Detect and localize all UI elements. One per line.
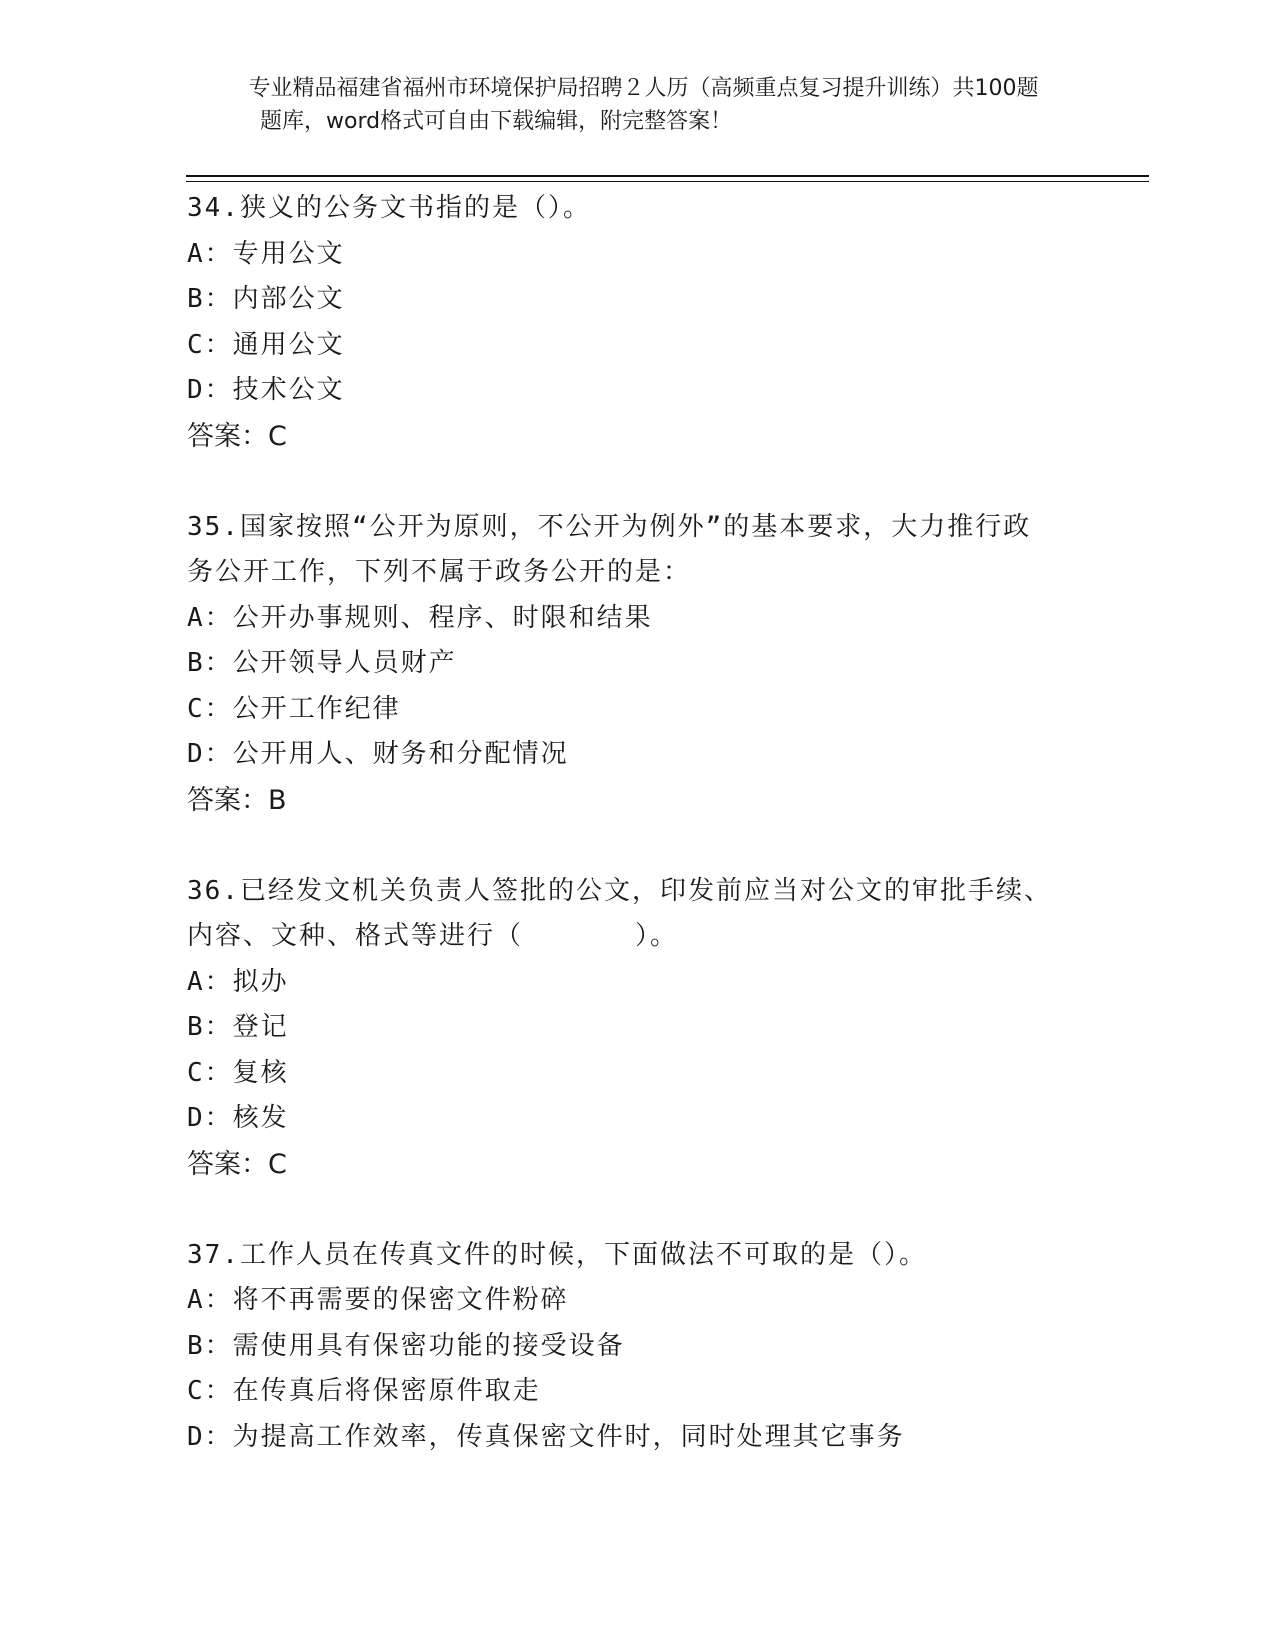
document-header xyxy=(0,72,1275,138)
question-stem-cont: 内容、文种、格式等进行（ ）。 xyxy=(187,921,679,951)
header-title-line2: 题库，word格式可自由下载编辑，附完整答案！ xyxy=(260,109,733,134)
option-d: D：技术公文 xyxy=(187,375,345,405)
question-block xyxy=(187,186,1087,459)
option-d: D：公开用人、财务和分配情况 xyxy=(187,739,569,769)
answer-line: 答案：B xyxy=(187,784,287,816)
question-block xyxy=(187,1233,1087,1461)
option-d: D：核发 xyxy=(187,1103,289,1133)
answer-line: 答案：C xyxy=(187,420,287,452)
option-a: A：公开办事规则、程序、时限和结果 xyxy=(187,602,653,633)
question-stem: 37.工作人员在传真文件的时候，下面做法不可取的是（）。 xyxy=(187,1239,927,1270)
header-rule-thick xyxy=(186,175,1149,177)
option-b: B：公开领导人员财产 xyxy=(187,648,457,678)
option-d: D：为提高工作效率，传真保密文件时，同时处理其它事务 xyxy=(187,1421,905,1452)
question-stem-cont: 务公开工作，下列不属于政务公开的是： xyxy=(187,557,692,587)
option-c: C：复核 xyxy=(187,1057,289,1088)
option-a: A：拟办 xyxy=(187,966,289,997)
header-title-line1: 专业精品福建省福州市环境保护局招聘２人历（高频重点复习提升训练）共100题 xyxy=(248,76,1039,101)
option-c: C：公开工作纪律 xyxy=(187,693,401,724)
question-stem: 35.国家按照“公开为原则，不公开为例外”的基本要求，大力推行政 xyxy=(187,511,1032,542)
option-c: C：通用公文 xyxy=(187,329,345,360)
question-block xyxy=(187,869,1087,1188)
answer-line: 答案：C xyxy=(187,1148,287,1180)
question-stem: 34.狭义的公务文书指的是（）。 xyxy=(187,193,591,223)
question-stem: 36.已经发文机关负责人签批的公文，印发前应当对公文的审批手续、 xyxy=(187,875,1052,906)
question-list xyxy=(187,186,1087,1460)
option-b: B：需使用具有保密功能的接受设备 xyxy=(187,1330,625,1361)
header-rule-thin xyxy=(186,181,1149,182)
option-b: B：内部公文 xyxy=(187,284,345,314)
option-b: B：登记 xyxy=(187,1012,289,1042)
option-c: C：在传真后将保密原件取走 xyxy=(187,1376,541,1406)
option-a: A：将不再需要的保密文件粉碎 xyxy=(187,1285,569,1315)
question-block xyxy=(187,505,1087,824)
option-a: A：专用公文 xyxy=(187,238,345,269)
